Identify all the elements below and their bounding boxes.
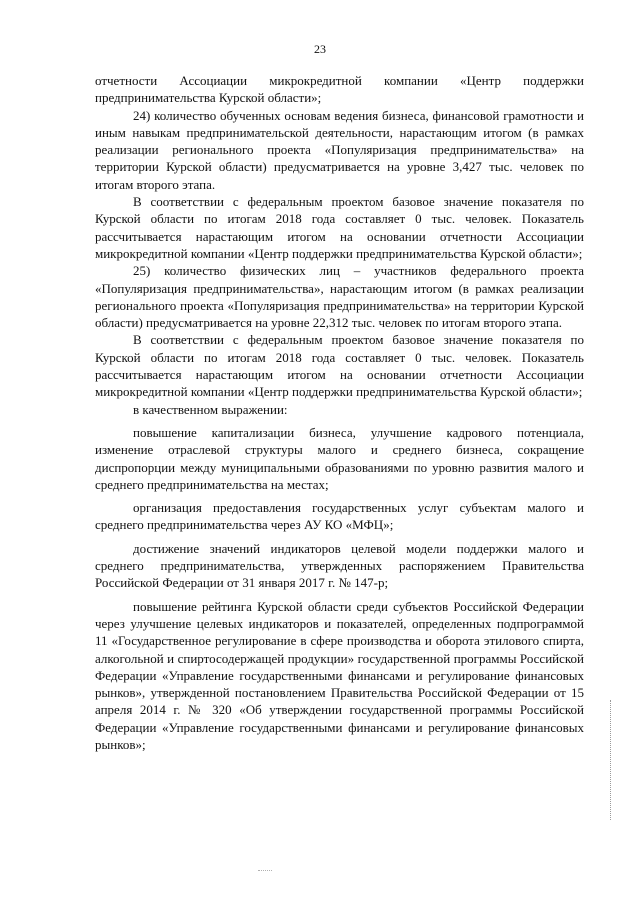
paragraph-rating: повышение рейтинга Курской области среди субъектов Российской Федерации через улучшение целевых индикаторов и показателей, определенных подпрограммой 11 «Государственное регулирование в сфере производства и оборота этилового спирта, алкогольной и спиртосодержащей продукции» государственной программы Российской Федерации «Управление государственными финансами и регулирование финансовых рынков», утвержденной постановлением Правительства Российской Федерации от 15 апреля 2014 г. № 320 «Об утверждении государственной программы Российской Федерации «Управление государственными финансами и регулирование финансовых рынков»; xyxy=(95,598,584,752)
page-number: 23 xyxy=(314,42,326,56)
paragraph-target-model: достижение значений индикаторов целевой модели поддержки малого и среднего предпринимательства, утвержденных распоряжением Правительства Российской Федерации от 31 января 2017 г. № 147-р; xyxy=(95,540,584,591)
bottom-scan-mark xyxy=(258,870,272,872)
paragraph-item-24: 24) количество обученных основам ведения бизнеса, финансовой грамотности и иным навыкам предпринимательской деятельности, нарастающим итогом (в рамках реализации регионального проекта «Популяризация предпринимательства» на территории Курской области) предусматривается на уровне 3,427 тыс. человек по итогам второго этапа. xyxy=(95,107,584,192)
document-body xyxy=(95,72,584,753)
paragraph-mfc-services: организация предоставления государственных услуг субъектам малого и среднего предпринимательства через АУ КО «МФЦ»; xyxy=(95,500,584,533)
margin-scan-mark xyxy=(610,700,612,820)
paragraph-item-24-basis: В соответствии с федеральным проектом базовое значение показателя по Курской области по итогам 2018 года составляет 0 тыс. человек. Показатель рассчитывается нарастающим итогом на основании отчетности Ассоциации микрокредитной компании «Центр поддержки предпринимательства Курской области»; xyxy=(95,194,584,261)
paragraph-item-25-basis: В соответствии с федеральным проектом базовое значение показателя по Курской области по итогам 2018 года составляет 0 тыс. человек. Показатель рассчитывается нарастающим итогом на основании отчетности Ассоциации микрокредитной компании «Центр поддержки предпринимательства Курской области»; xyxy=(95,332,584,400)
paragraph-continuation: отчетности Ассоциации микрокредитной компании «Центр поддержки предпринимательства Курской области»; xyxy=(95,73,584,106)
paragraph-qualitative-heading: в качественном выражении: xyxy=(133,401,288,417)
paragraph-capitalization: повышение капитализации бизнеса, улучшение кадрового потенциала, изменение отраслевой структуры малого и среднего бизнеса, сокращение диспропорции между муниципальными образованиями по уровню развития малого и среднего предпринимательства на местах; xyxy=(95,424,584,492)
paragraph-item-25: 25) количество физических лиц – участников федерального проекта «Популяризация предпринимательства», нарастающим итогом (в рамках реализации регионального проекта «Популяризация предпринимательства» на территории Курской области) предусматривается на уровне 22,312 тыс. человек по итогам второго этапа. xyxy=(95,263,584,331)
